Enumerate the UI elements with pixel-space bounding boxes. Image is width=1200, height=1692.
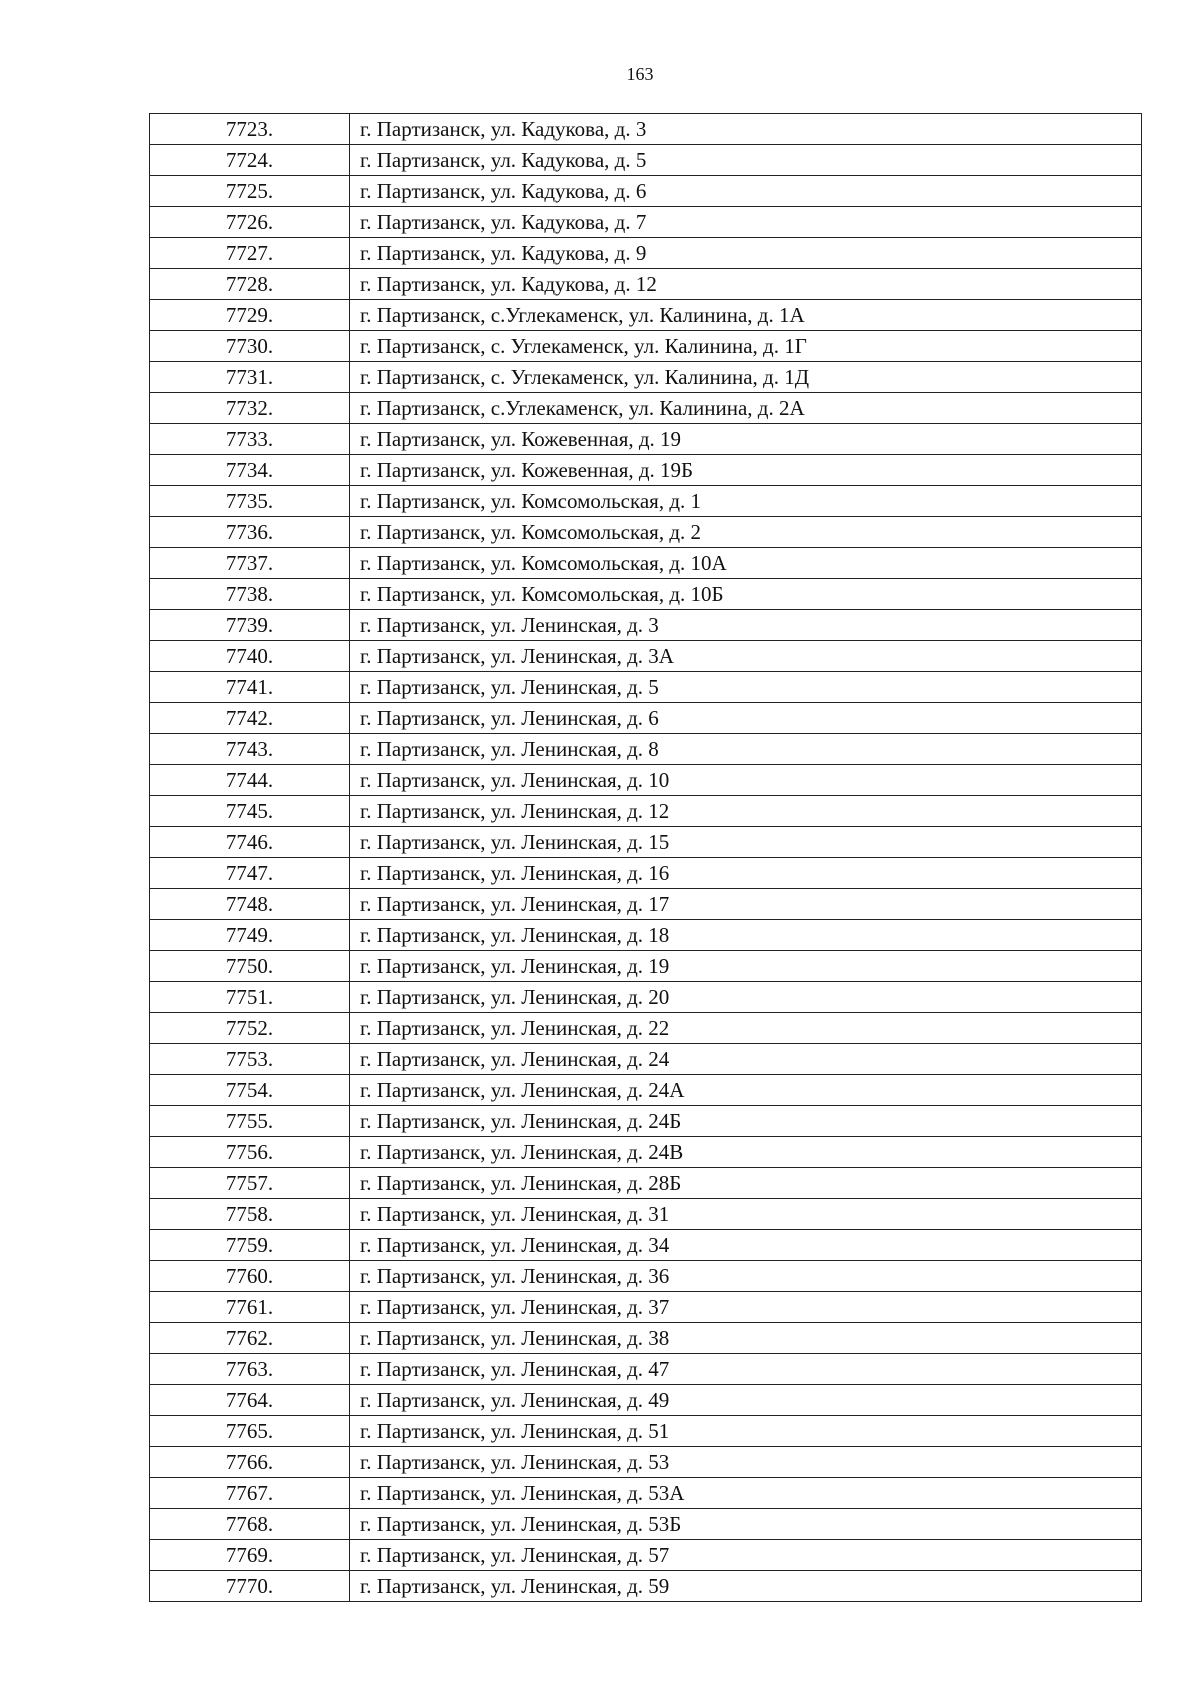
row-number-cell: 7748.	[150, 889, 350, 920]
address-cell: г. Партизанск, ул. Комсомольская, д. 2	[350, 517, 1142, 548]
row-number-cell: 7733.	[150, 424, 350, 455]
address-cell: г. Партизанск, ул. Ленинская, д. 47	[350, 1354, 1142, 1385]
table-row	[150, 1447, 1142, 1478]
address-cell: г. Партизанск, ул. Ленинская, д. 49	[350, 1385, 1142, 1416]
address-cell: г. Партизанск, ул. Ленинская, д. 12	[350, 796, 1142, 827]
row-number-cell: 7732.	[150, 393, 350, 424]
address-cell: г. Партизанск, ул. Ленинская, д. 6	[350, 703, 1142, 734]
address-cell: г. Партизанск, с.Углекаменск, ул. Калинина, д. 2А	[350, 393, 1142, 424]
table-row	[150, 1230, 1142, 1261]
table-row	[150, 858, 1142, 889]
row-number-cell: 7727.	[150, 238, 350, 269]
address-cell: г. Партизанск, ул. Ленинская, д. 59	[350, 1571, 1142, 1602]
address-cell: г. Партизанск, ул. Кожевенная, д. 19	[350, 424, 1142, 455]
row-number-cell: 7723.	[150, 114, 350, 145]
table-row	[150, 889, 1142, 920]
table-row	[150, 920, 1142, 951]
address-cell: г. Партизанск, ул. Ленинская, д. 19	[350, 951, 1142, 982]
row-number-cell: 7756.	[150, 1137, 350, 1168]
table-row	[150, 672, 1142, 703]
page-number: 163	[626, 64, 654, 84]
table-row	[150, 1416, 1142, 1447]
table-row	[150, 1106, 1142, 1137]
address-cell: г. Партизанск, ул. Кадукова, д. 6	[350, 176, 1142, 207]
address-cell: г. Партизанск, ул. Ленинская, д. 10	[350, 765, 1142, 796]
address-cell: г. Партизанск, ул. Ленинская, д. 57	[350, 1540, 1142, 1571]
row-number-cell: 7742.	[150, 703, 350, 734]
row-number-cell: 7762.	[150, 1323, 350, 1354]
row-number-cell: 7738.	[150, 579, 350, 610]
address-cell: г. Партизанск, ул. Комсомольская, д. 10А	[350, 548, 1142, 579]
address-cell: г. Партизанск, ул. Кадукова, д. 12	[350, 269, 1142, 300]
address-cell: г. Партизанск, с.Углекаменск, ул. Калинина, д. 1А	[350, 300, 1142, 331]
address-cell: г. Партизанск, ул. Ленинская, д. 24В	[350, 1137, 1142, 1168]
row-number-cell: 7759.	[150, 1230, 350, 1261]
address-cell: г. Партизанск, ул. Ленинская, д. 3А	[350, 641, 1142, 672]
address-cell: г. Партизанск, ул. Ленинская, д. 24	[350, 1044, 1142, 1075]
table-row	[150, 331, 1142, 362]
table-row	[150, 579, 1142, 610]
row-number-cell: 7735.	[150, 486, 350, 517]
address-cell: г. Партизанск, ул. Ленинская, д. 18	[350, 920, 1142, 951]
row-number-cell: 7768.	[150, 1509, 350, 1540]
row-number-cell: 7741.	[150, 672, 350, 703]
address-cell: г. Партизанск, ул. Ленинская, д. 24Б	[350, 1106, 1142, 1137]
address-cell: г. Партизанск, ул. Ленинская, д. 31	[350, 1199, 1142, 1230]
address-cell: г. Партизанск, ул. Ленинская, д. 24А	[350, 1075, 1142, 1106]
address-cell: г. Партизанск, ул. Ленинская, д. 37	[350, 1292, 1142, 1323]
table-row	[150, 362, 1142, 393]
table-row	[150, 765, 1142, 796]
address-cell: г. Партизанск, ул. Ленинская, д. 3	[350, 610, 1142, 641]
table-row	[150, 393, 1142, 424]
address-cell: г. Партизанск, ул. Комсомольская, д. 10Б	[350, 579, 1142, 610]
table-row	[150, 1540, 1142, 1571]
row-number-cell: 7755.	[150, 1106, 350, 1137]
address-cell: г. Партизанск, ул. Ленинская, д. 53	[350, 1447, 1142, 1478]
table-row	[150, 1075, 1142, 1106]
table-row	[150, 455, 1142, 486]
row-number-cell: 7750.	[150, 951, 350, 982]
address-cell: г. Партизанск, ул. Ленинская, д. 5	[350, 672, 1142, 703]
row-number-cell: 7758.	[150, 1199, 350, 1230]
table-row	[150, 796, 1142, 827]
address-cell: г. Партизанск, ул. Кадукова, д. 7	[350, 207, 1142, 238]
address-cell: г. Партизанск, ул. Ленинская, д. 8	[350, 734, 1142, 765]
row-number-cell: 7766.	[150, 1447, 350, 1478]
table-row	[150, 1323, 1142, 1354]
row-number-cell: 7729.	[150, 300, 350, 331]
table-row	[150, 269, 1142, 300]
address-cell: г. Партизанск, ул. Ленинская, д. 53Б	[350, 1509, 1142, 1540]
row-number-cell: 7745.	[150, 796, 350, 827]
row-number-cell: 7747.	[150, 858, 350, 889]
table-row	[150, 238, 1142, 269]
row-number-cell: 7737.	[150, 548, 350, 579]
address-cell: г. Партизанск, ул. Ленинская, д. 22	[350, 1013, 1142, 1044]
table-row	[150, 300, 1142, 331]
table-row	[150, 517, 1142, 548]
table-row	[150, 1292, 1142, 1323]
address-cell: г. Партизанск, ул. Ленинская, д. 28Б	[350, 1168, 1142, 1199]
row-number-cell: 7754.	[150, 1075, 350, 1106]
table-row	[150, 1478, 1142, 1509]
row-number-cell: 7769.	[150, 1540, 350, 1571]
table-row	[150, 982, 1142, 1013]
row-number-cell: 7767.	[150, 1478, 350, 1509]
table-row	[150, 1168, 1142, 1199]
table-row	[150, 610, 1142, 641]
row-number-cell: 7746.	[150, 827, 350, 858]
row-number-cell: 7731.	[150, 362, 350, 393]
row-number-cell: 7753.	[150, 1044, 350, 1075]
table-row	[150, 1571, 1142, 1602]
row-number-cell: 7728.	[150, 269, 350, 300]
row-number-cell: 7752.	[150, 1013, 350, 1044]
address-cell: г. Партизанск, ул. Ленинская, д. 20	[350, 982, 1142, 1013]
table-row	[150, 548, 1142, 579]
address-table-body	[150, 114, 1142, 1602]
table-row	[150, 176, 1142, 207]
address-cell: г. Партизанск, ул. Ленинская, д. 16	[350, 858, 1142, 889]
row-number-cell: 7736.	[150, 517, 350, 548]
address-cell: г. Партизанск, с. Углекаменск, ул. Калинина, д. 1Д	[350, 362, 1142, 393]
row-number-cell: 7740.	[150, 641, 350, 672]
table-row	[150, 486, 1142, 517]
address-cell: г. Партизанск, ул. Кадукова, д. 5	[350, 145, 1142, 176]
table-row	[150, 1137, 1142, 1168]
row-number-cell: 7764.	[150, 1385, 350, 1416]
row-number-cell: 7730.	[150, 331, 350, 362]
table-row	[150, 951, 1142, 982]
address-cell: г. Партизанск, ул. Ленинская, д. 51	[350, 1416, 1142, 1447]
table-row	[150, 424, 1142, 455]
table-row	[150, 145, 1142, 176]
address-cell: г. Партизанск, ул. Ленинская, д. 17	[350, 889, 1142, 920]
row-number-cell: 7763.	[150, 1354, 350, 1385]
table-row	[150, 1044, 1142, 1075]
address-cell: г. Партизанск, ул. Кадукова, д. 3	[350, 114, 1142, 145]
row-number-cell: 7757.	[150, 1168, 350, 1199]
table-row	[150, 703, 1142, 734]
row-number-cell: 7751.	[150, 982, 350, 1013]
row-number-cell: 7765.	[150, 1416, 350, 1447]
address-cell: г. Партизанск, ул. Ленинская, д. 36	[350, 1261, 1142, 1292]
address-table	[149, 113, 1142, 1602]
row-number-cell: 7744.	[150, 765, 350, 796]
table-row	[150, 207, 1142, 238]
address-cell: г. Партизанск, ул. Кожевенная, д. 19Б	[350, 455, 1142, 486]
address-cell: г. Партизанск, с. Углекаменск, ул. Калинина, д. 1Г	[350, 331, 1142, 362]
table-row	[150, 641, 1142, 672]
address-cell: г. Партизанск, ул. Кадукова, д. 9	[350, 238, 1142, 269]
table-row	[150, 827, 1142, 858]
table-row	[150, 1261, 1142, 1292]
row-number-cell: 7724.	[150, 145, 350, 176]
row-number-cell: 7760.	[150, 1261, 350, 1292]
table-row	[150, 1509, 1142, 1540]
address-cell: г. Партизанск, ул. Ленинская, д. 38	[350, 1323, 1142, 1354]
address-cell: г. Партизанск, ул. Ленинская, д. 53А	[350, 1478, 1142, 1509]
table-row	[150, 1354, 1142, 1385]
address-cell: г. Партизанск, ул. Ленинская, д. 15	[350, 827, 1142, 858]
table-row	[150, 1385, 1142, 1416]
row-number-cell: 7749.	[150, 920, 350, 951]
table-row	[150, 1013, 1142, 1044]
table-row	[150, 1199, 1142, 1230]
table-row	[150, 734, 1142, 765]
row-number-cell: 7743.	[150, 734, 350, 765]
row-number-cell: 7726.	[150, 207, 350, 238]
row-number-cell: 7739.	[150, 610, 350, 641]
table-row	[150, 114, 1142, 145]
row-number-cell: 7761.	[150, 1292, 350, 1323]
address-cell: г. Партизанск, ул. Комсомольская, д. 1	[350, 486, 1142, 517]
row-number-cell: 7725.	[150, 176, 350, 207]
row-number-cell: 7734.	[150, 455, 350, 486]
address-cell: г. Партизанск, ул. Ленинская, д. 34	[350, 1230, 1142, 1261]
row-number-cell: 7770.	[150, 1571, 350, 1602]
